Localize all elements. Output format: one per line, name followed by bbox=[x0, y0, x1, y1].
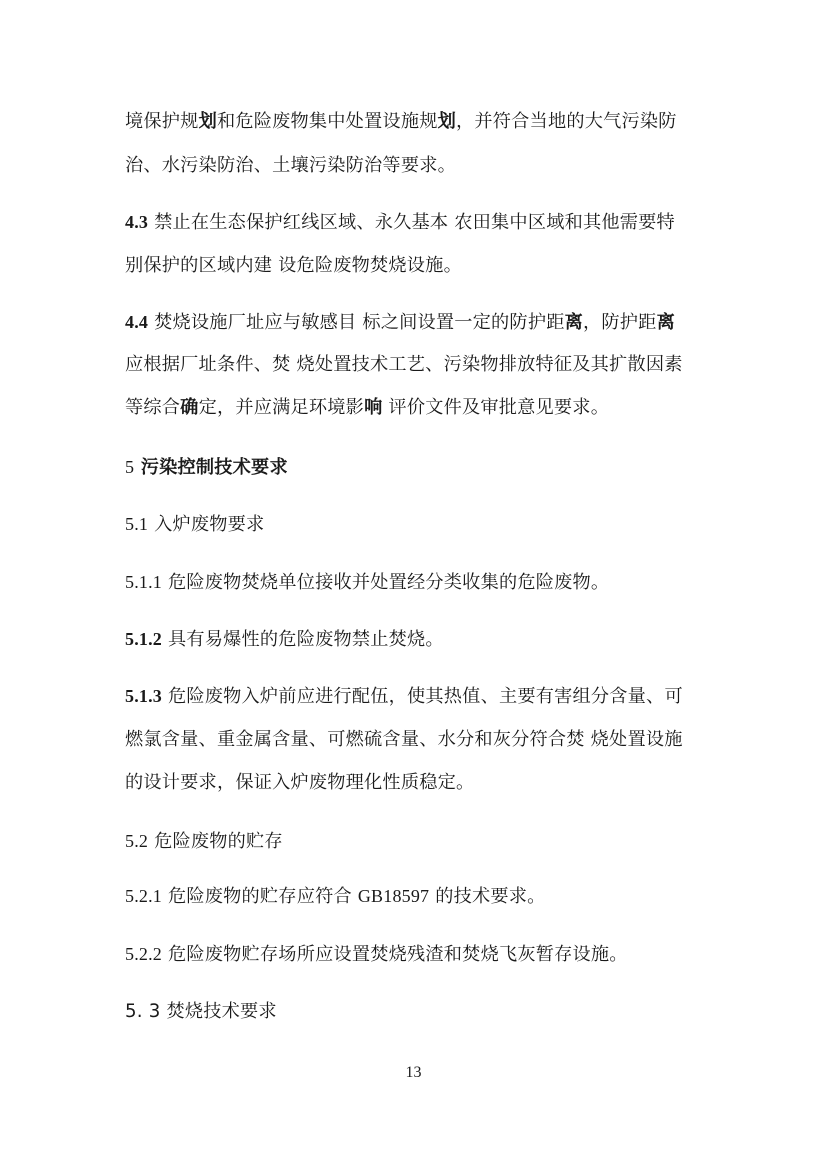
section-number: 4.3 bbox=[125, 212, 149, 232]
text-run: 危险废物焚烧单位接收并处置经分类收集的危险废物。 bbox=[162, 572, 610, 593]
page-number: 13 bbox=[405, 1064, 422, 1081]
section-number: 5 bbox=[125, 457, 135, 477]
text-run: 具有易爆性的危险废物禁止焚烧。 bbox=[162, 629, 444, 650]
section-4-3-line-1 bbox=[125, 210, 675, 235]
text-run: ，防护距 bbox=[583, 312, 657, 333]
text-run: 评价文件及审批意见要求。 bbox=[382, 397, 610, 418]
section-5-1-heading bbox=[125, 512, 264, 537]
section-number: 5.1.1 bbox=[125, 572, 162, 592]
section-4-4-line-2: 应根据厂址条件、焚 烧处置技术工艺、污染物排放特征及其扩散因素 bbox=[125, 354, 683, 375]
standard-code: GB18597 bbox=[357, 886, 430, 906]
text-run: 离 bbox=[564, 312, 583, 333]
text-run: 划 bbox=[198, 111, 217, 132]
text-run: 危险废物入炉前应进行配伍，使其热值、主要有害组分含量、可 bbox=[162, 686, 683, 707]
text-run: 定，并应满足环境影 bbox=[198, 397, 365, 418]
text-run: 焚烧设施厂址应与敏感目 标之间设置一定的防护距 bbox=[148, 312, 565, 333]
section-number: 5. 3 bbox=[125, 1001, 161, 1022]
text-run: 和危险废物集中处置设施规 bbox=[216, 111, 438, 132]
section-number: 5.2.1 bbox=[125, 886, 162, 906]
section-number: 5.1 bbox=[125, 514, 149, 534]
paragraph-line bbox=[125, 110, 677, 134]
heading-text: 入炉废物要求 bbox=[148, 514, 265, 535]
section-4-4-line-1 bbox=[125, 310, 675, 335]
heading-text: 危险废物的贮存 bbox=[148, 831, 283, 852]
section-number: 5.1.3 bbox=[125, 686, 162, 706]
section-number: 4.4 bbox=[125, 312, 149, 332]
section-5-3-heading bbox=[125, 1000, 277, 1024]
section-5-2-2 bbox=[125, 942, 628, 967]
paragraph-line: 治、水污染防治、土壤污染防治等要求。 bbox=[125, 155, 456, 176]
text-run: ，并符合当地的大气污染防 bbox=[456, 111, 677, 132]
text-run: 确 bbox=[180, 397, 199, 418]
section-5-1-2 bbox=[125, 627, 444, 652]
text-run: 划 bbox=[437, 111, 456, 132]
section-4-3-line-2: 别保护的区域内建 设危险废物焚烧设施。 bbox=[125, 255, 462, 276]
section-5-1-3-line-1 bbox=[125, 684, 683, 709]
section-number: 5.2.2 bbox=[125, 944, 162, 964]
heading-text: 污染控制技术要求 bbox=[134, 457, 288, 478]
section-5-1-3-line-2: 燃氯含量、重金属含量、可燃硫含量、水分和灰分符合焚 烧处置设施 bbox=[125, 729, 683, 750]
heading-text: 焚烧技术要求 bbox=[160, 1001, 277, 1022]
section-5-1-1 bbox=[125, 570, 609, 595]
text-run: 危险废物贮存场所应设置焚烧残渣和焚烧飞灰暂存设施。 bbox=[162, 944, 628, 965]
text-run: 境保护规 bbox=[125, 111, 199, 132]
text-run: 的技术要求。 bbox=[429, 886, 546, 907]
section-4-4-line-3 bbox=[125, 396, 609, 420]
section-5-2-1 bbox=[125, 884, 546, 909]
section-number: 5.2 bbox=[125, 831, 149, 851]
section-5-2-heading bbox=[125, 829, 283, 854]
text-run: 禁止在生态保护红线区域、永久基本 农田集中区域和其他需要特 bbox=[148, 212, 675, 233]
text-run: 离 bbox=[656, 312, 675, 333]
text-run: 等综合 bbox=[125, 397, 181, 418]
text-run: 危险废物的贮存应符合 bbox=[162, 886, 358, 907]
text-run: 响 bbox=[364, 397, 383, 418]
section-number: 5.1.2 bbox=[125, 629, 162, 649]
section-5-heading bbox=[125, 455, 288, 480]
section-5-1-3-line-3: 的设计要求，保证入炉废物理化性质稳定。 bbox=[125, 772, 475, 793]
